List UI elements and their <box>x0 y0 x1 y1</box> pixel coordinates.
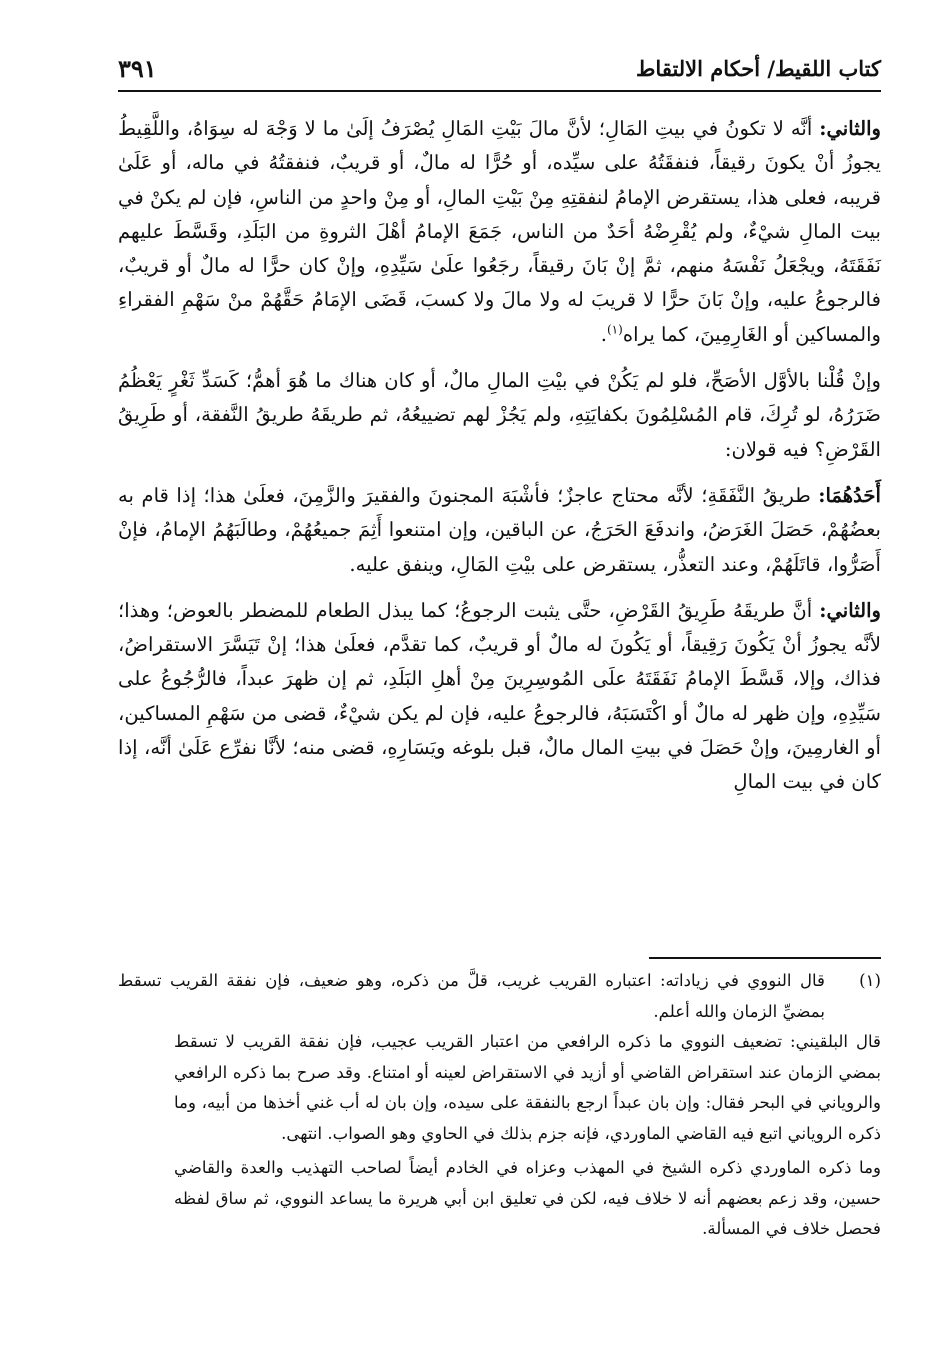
footnote-separator <box>649 957 881 959</box>
footnote-reference[interactable]: (١) <box>606 322 623 337</box>
paragraph <box>118 112 881 352</box>
paragraph-lead: أَحَدُهُمَا: <box>818 483 881 507</box>
paragraph-text: وإنْ قُلْنا بالأوَّل الأصَحِّ، فلو لم يَكُنْ في بيْتِ المالِ مالٌ، أو كان هناك ما هُوَ أهمُّ؛ كَسَدِّ ثَغْرٍ يَعْظُمُ ضَرَرُهُ، لو تُرِكَ، قام المُسْلِمُونَ بكفايَتِهِ، ولم يَجُزْ لهم تضييعُهُ، ثم طريقَهُ طريقُ النَّفقة، أو طَرِيقُ القَرْضِ؟ فيه قولان: <box>118 369 881 461</box>
footnote-continuation: قال البلقيني: تضعيف النووي ما ذكره الرافعي من اعتبار القريب عجيب، فإن نفقة القريب لا تسقط بمضي الزمان عند استقراض القاضي أو أزيد في الاستقراض لعينه أو امتناع. وقد صرح بما ذكره الرافعي والروياني في البحر فقال: وإن بان عبداً ارجع بالنفقة على سيده، وإن بان له أب غني أخذها من أبيه، وما ذكره الروياني اتبع فيه القاضي الماوردي، فإنه جزم بذلك في الحاوي وهو الصواب. انتهى. <box>174 1032 881 1143</box>
footnote-mark: (١) <box>859 971 881 990</box>
paragraph <box>118 364 881 467</box>
paragraph-lead: والثاني: <box>819 117 881 140</box>
paragraph-lead: والثاني: <box>819 598 881 622</box>
paragraph-text: طريقُ النَّفَقَةِ؛ لأنَّه محتاج عاجزٌ؛ فأشْبَهَ المجنونَ والفقيرَ والزَّمِنَ، فعلَىٰ هذا؛ إذا قام به بعضُهُمْ، حَصَلَ الغَرَضُ، واندفَعَ الحَرَجُ، عن الباقين، وإن امتنعوا أَثِمَ جميعُهُمْ، وطالَبَهُمُ الإمامُ، فإنْ أَصَرُّوا، قاتَلَهُمْ، وعند التعذُّر، يستقرض على بيْتِ المَالِ، وينفق عليه. <box>118 483 881 576</box>
footnote-text: قال النووي في زياداته: اعتباره القريب غريب، قلَّ من ذكره، وهو ضعيف، فإن نفقة القريب تسقط بمضيِّ الزمان والله أعلم. <box>118 971 825 1021</box>
footnote-continuation: وما ذكره الماوردي ذكره الشيخ في المهذب وعزاه في الخادم أيضاً لصاحب التهذيب والعدة والقاضي حسين، وقد زعم بعضهم أنه لا خلاف فيه، لكن في تعليق ابن أبي هريرة ما يساعد النووي، ثم ساق لفظه فحصل خلاف في المسألة. <box>174 1158 881 1238</box>
paragraph-text: أنَّ طريقَهُ طَرِيقُ القَرْضِ، حتَّى يثبت الرجوعُ؛ كما يبذل الطعام للمضطر بالعوض؛ وهذا؛ لأنَّه يجوزُ أنْ يَكُونَ رَقِيقاً، أو يَكُونَ له مالٌ أو قريبٌ، كما تقدَّم، فعلَىٰ هذا؛ إنْ تَيَسَّرَ الاستقراضُ، فذاك، وإلا، قَسَّطَ الإمامُ نَفَقَتَهُ علَى المُوسِرِينَ مِنْ أهلِ البَلَدِ، ثم إن ظهرَ عبداً، فالرُّجُوعُ على سَيِّدِهِ، وإن ظهر له مالٌ أو اكْتَسَبَهُ، فالرجوعُ عليه، فإن لم يكن شيْءٌ، قضى من سَهْمِ المساكين، أو الغارمِينَ، وإنْ حَصَلَ في بيتِ المال مالٌ، قبل بلوغه ويَسَارِهِ، قضى منه؛ لأنَّا نفرِّع عَلَىٰ أنَّه، إذا كان في بيت المالِ <box>118 598 881 794</box>
paragraph-text: أنَّه لا تكونُ في بيتِ المَالِ؛ لأنَّ مالَ بَيْتِ المَالِ يُصْرَفُ إلَىٰ ما لا وَجْهَ له سِوَاهُ، واللَّقِيطُ يجوزُ أنْ يكونَ رقيقاً، فنفقَتُهُ على سيِّده، أو حُرًّا له مالٌ، أو قريبٌ، فنفقتُهُ في ماله، أو عَلَىٰ قريبه، فعلى هذا، يستقرض الإمامُ لنفقتِهِ مِنْ بَيْتِ المالِ، أو مِنْ واحدٍ من الناسِ، فإن لم يكنْ في بيت المالِ شيْءٌ، ولم يُقْرِضْهُ أحَدٌ من الناس، جَمَعَ الإمامُ أهْلَ الثروةِ من البَلَدِ، وقَسَّطَ عليهم نَفَقَتَهُ، ويجْعَلُ نَفْسَهُ منهم، ثمَّ إنْ بَانَ رقيقاً، رجَعُوا علَىٰ سَيِّدِهِ، وإنْ كان حرًّا له مالٌ أو قريبٌ، فالرجوعُ عليه، وإنْ بَانَ حرًّا لا قريبَ له ولا مالَ ولا كسبَ، قَضَى الإمَامُ حَقَّهُمْ منْ سَهْمِ الفقراءِ والمساكين أو الغَارِمِينَ، كما يراه <box>118 117 881 346</box>
paragraph <box>118 479 881 582</box>
paragraph-tail: . <box>600 322 607 346</box>
footnotes <box>118 966 881 1249</box>
paragraph <box>118 594 881 800</box>
page-number: ٣٩١ <box>118 53 157 83</box>
footnote <box>118 966 881 1027</box>
chapter-title: كتاب اللقيط/ أحكام الالتقاط <box>636 55 881 81</box>
running-header <box>118 46 881 92</box>
main-text <box>118 112 881 812</box>
